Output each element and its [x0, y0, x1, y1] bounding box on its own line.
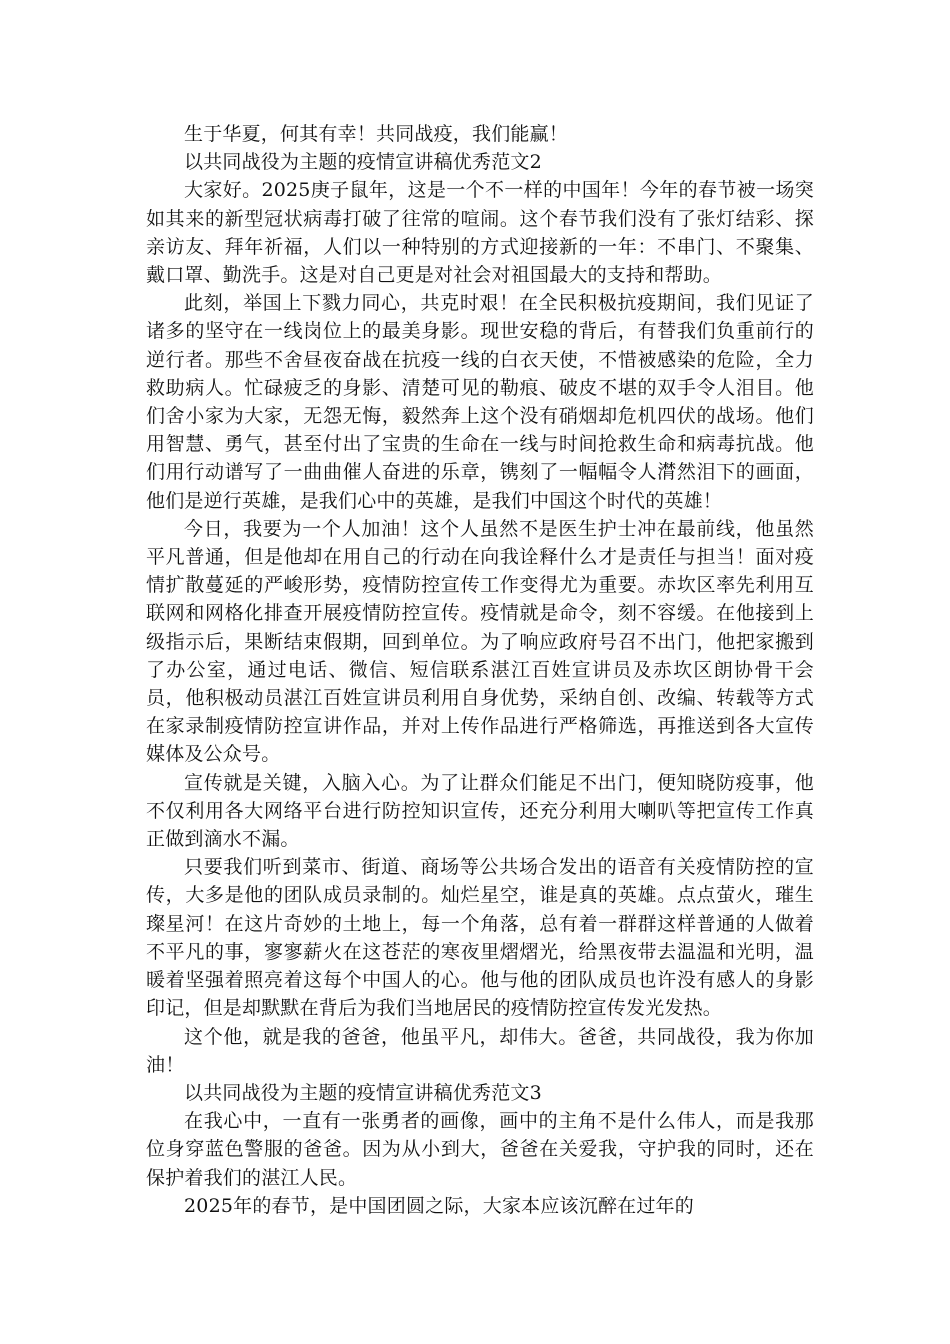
section-heading: 以共同战役为主题的疫情宣讲稿优秀范文3 — [184, 1081, 542, 1104]
section-heading: 以共同战役为主题的疫情宣讲稿优秀范文2 — [184, 151, 542, 174]
paragraph: 此刻，举国上下戮力同心，共克时艰！在全民积极抗疫期间，我们见证了诸多的坚守在一线岗位上的最美身影。现世安稳的背后，有替我们负重前行的逆行者。那些不舍昼夜奋战在抗疫一线的白衣天使，不惜被感染的危险，全力救助病人。忙碌疲乏的身影、清楚可见的勒痕、破皮不堪的双手令人泪目。他们舍小家为大家，无怨无悔，毅然奔上这个没有硝烟却危机四伏的战场。他们用智慧、勇气，甚至付出了宝贵的生命在一线与时间抢救生命和病毒抗战。他们用行动谱写了一曲曲催人奋进的乐章，镌刻了一幅幅令人潸然泪下的画面，他们是逆行英雄，是我们心中的英雄，是我们中国这个时代的英雄！ — [146, 292, 814, 512]
paragraph: 今日，我要为一个人加油！这个人虽然不是医生护士冲在最前线，他虽然平凡普通，但是他却在用自己的行动在向我诠释什么才是责任与担当！面对疫情扩散蔓延的严峻形势，疫情防控宣传工作变得尤为重要。赤坎区率先利用互联网和网格化排查开展疫情防控宣传。疫情就是命令，刻不容缓。在他接到上级指示后，果断结束假期，回到单位。为了响应政府号召不出门，他把家搬到了办公室，通过电话、微信、短信联系湛江百姓宣讲员及赤坎区朗协骨干会员，他积极动员湛江百姓宣讲员利用自身优势，采纳自创、改编、转载等方式在家录制疫情防控宣讲作品，并对上传作品进行严格筛选，再推送到各大宣传媒体及公众号。 — [146, 517, 814, 766]
paragraph: 在我心中，一直有一张勇者的画像，画中的主角不是什么伟人，而是我那位身穿蓝色警服的爸爸。因为从小到大，爸爸在关爱我，守护我的同时，还在保护着我们的湛江人民。 — [146, 1110, 814, 1189]
paragraph: 大家好。2025庚子鼠年，这是一个不一样的中国年！今年的春节被一场突如其来的新型冠状病毒打破了往常的喧闹。这个春节我们没有了张灯结彩、探亲访友、拜年祈福，人们以一种特别的方式迎接新的一年：不串门、不聚集、戴口罩、勤洗手。这是对自己更是对社会对祖国最大的支持和帮助。 — [146, 179, 814, 287]
paragraph: 只要我们听到菜市、街道、商场等公共场合发出的语音有关疫情防控的宣传，大多是他的团队成员录制的。灿烂星空，谁是真的英雄。点点萤火，璀生璨星河！在这片奇妙的土地上，每一个角落，总有着一群群这样普通的人做着不平凡的事，寥寥薪火在这苍茫的寒夜里熠熠光，给黑夜带去温温和光明，温暖着坚强着照亮着这每个中国人的心。他与他的团队成员也许没有感人的身影印记，但是却默默在背后为我们当地居民的疫情防控宣传发光发热。 — [146, 856, 814, 1020]
paragraph: 宣传就是关键，入脑入心。为了让群众们能足不出门，便知晓防疫事，他不仅利用各大网络平台进行防控知识宣传，还充分利用大喇叭等把宣传工作真正做到滴水不漏。 — [146, 771, 814, 851]
paragraph: 这个他，就是我的爸爸，他虽平凡，却伟大。爸爸，共同战役，我为你加油！ — [146, 1025, 814, 1076]
paragraph: 2025年的春节，是中国团圆之际，大家本应该沉醉在过年的 — [184, 1194, 694, 1217]
paragraph: 生于华夏，何其有幸！共同战疫，我们能赢！ — [184, 123, 569, 145]
document-page — [146, 120, 814, 1220]
